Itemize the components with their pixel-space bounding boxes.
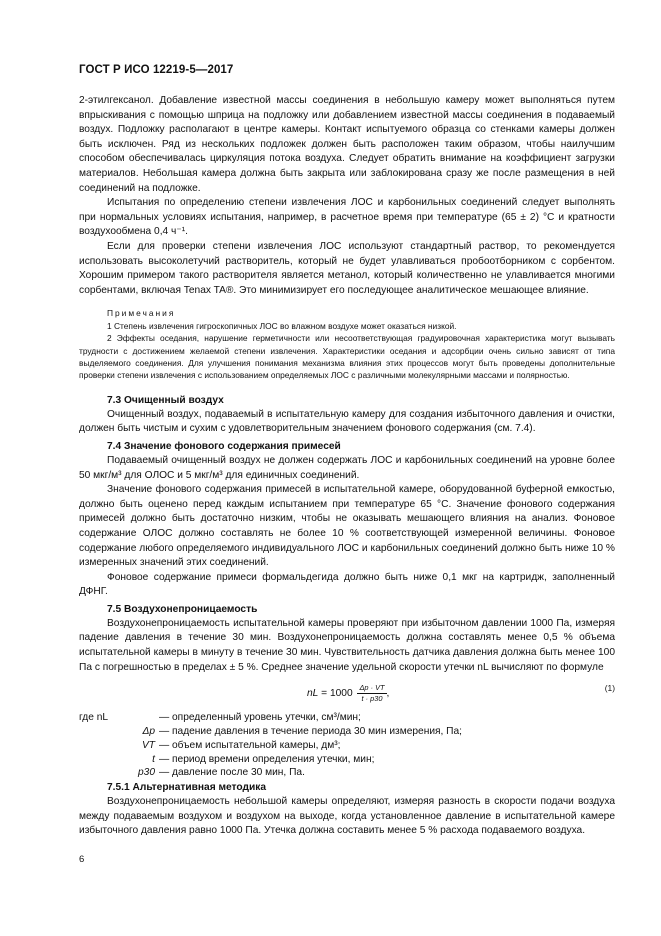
note-item: 2 Эффекты оседания, нарушение герметичности или несоответствующая градуировочная характеристика могут вызывать трудности с достижением желаемой степени извлечения. Характеристики оседания и адсорбции очень сильно зависят от типа выделяемого соединения. Для улучшения понимания механизма влияния этих процессов могут быть проведены дополнительные проверки степени извлечения с использованием определяемых ЛОС с различными молекулярными массами и полярностью.	[79, 333, 615, 381]
definition-text: — объем испытательной камеры, дм³;	[159, 739, 341, 751]
definition-symbol: VT	[141, 739, 155, 751]
notes-title: Примечания	[107, 308, 176, 319]
definition-text: — период времени определения утечки, мин;	[159, 753, 375, 765]
formula-fraction	[357, 683, 386, 704]
formula-block	[79, 679, 615, 711]
formula-tail: ,	[386, 688, 390, 700]
section-heading-7-5: 7.5 Воздухонепроницаемость	[107, 603, 258, 615]
paragraph: Испытания по определению степени извлечения ЛОС и карбонильных соединений следует выполнять при нормальных условиях испытания, например, в расчетное время при температуре (65 ± 2) °С и кратности воздухообмена 0,4 ч⁻¹.	[79, 197, 615, 238]
definition-row	[79, 739, 615, 753]
paragraph: Фоновое содержание примеси формальдегида должно быть ниже 0,1 мкг на картридж, заполненный ДФНГ.	[79, 571, 615, 598]
definition-row	[79, 725, 615, 739]
document-body	[79, 94, 615, 839]
definition-row	[79, 711, 615, 725]
formula-eq: = 1000	[318, 688, 356, 700]
document-header: ГОСТ Р ИСО 12219-5—2017	[79, 64, 234, 76]
paragraph: Если для проверки степени извлечения ЛОС используют стандартный раствор, то рекомендуется использовать высоколетучий растворитель, который не будет улавливаться пробоотборником с сорбентом. Хорошим примером такого растворителя является метанол, который количественно не улавливается многими сорбентами, включая Tenax TA®. Это минимизирует его последующее аналитическое мешающее влияние.	[79, 240, 615, 296]
symbol-definitions	[79, 711, 615, 780]
page-number: 6	[79, 854, 85, 865]
definition-symbol: Δp	[142, 726, 155, 738]
definition-text: — определенный уровень утечки, см³/мин;	[159, 712, 361, 724]
section-heading-7-5-1: 7.5.1 Альтернативная методика	[107, 782, 266, 794]
formula-denominator: t · p30	[361, 694, 383, 704]
definition-row	[79, 753, 615, 767]
notes-block	[79, 307, 615, 381]
definition-text: — давление после 30 мин, Па.	[159, 767, 305, 779]
paragraph: Подаваемый очищенный воздух не должен содержать ЛОС и карбонильных соединений на уровне более 50 мкг/м³ для ОЛОС и 5 мкг/м³ для единичных соединений.	[79, 454, 615, 481]
section-heading-7-4: 7.4 Значение фонового содержания примесей	[107, 440, 341, 452]
paragraph: Воздухонепроницаемость испытательной камеры проверяют при избыточном давлении 1000 Па, измеряя падение давления в течение 30 мин. Воздухонепроницаемость должна составлять менее 0,5 % объема испытательной камеры в минуту в течение 30 мин. Чувствительность датчика давления должна быть менее 100 Па с погрешностью в пределах ± 5 %. Среднее значение удельной скорости утечки nL вычисляют по формуле	[79, 617, 615, 673]
paragraph: 2-этилгексанол. Добавление известной массы соединения в небольшую камеру может выполняться путем впрыскивания с помощью шприца на подложку или добавлением известной массы соединения в подаваемый воздух. Подложку располагают в центре камеры. Контакт испытуемого образца со стенками камеры должен быть исключен. Ряд из нескольких подложек должен быть расположен таким образом, чтобы наилучшим способом обеспечивалась циркуляция потока воздуха. Следует обратить внимание на коэффициент загрузки материалов. Небольшая камера должна быть закрыта или заблокирована сразу же после размещения в ней соединений на подложке.	[79, 95, 615, 194]
definition-text: — падение давления в течение периода 30 мин измерения, Па;	[159, 726, 463, 738]
paragraph: Воздухонепроницаемость небольшой камеры определяют, измеряя разность в скорости подачи воздуха между подаваемым воздухом и воздухом на выходе, когда установленное давление в испытательной камере избыточного давления равно 1000 Па. Утечка должна составить менее 5 % расхода подаваемого воздуха.	[79, 796, 615, 837]
definition-symbol: t	[152, 753, 155, 765]
section-heading-7-3: 7.3 Очищенный воздух	[107, 394, 224, 406]
formula	[307, 683, 389, 704]
formula-lhs: nL	[307, 688, 319, 700]
paragraph: Очищенный воздух, подаваемый в испытательную камеру для создания избыточного давления и очистки, должен быть чистым и сухим с удовлетворительным значением фонового содержания (см. 7.4).	[79, 408, 615, 435]
definition-symbol: p30	[138, 767, 155, 779]
formula-number: (1)	[604, 683, 615, 694]
definition-symbol: где nL	[79, 712, 109, 724]
definition-row	[79, 766, 615, 780]
paragraph: Значение фонового содержания примесей в испытательной камере, оборудованной буферной емкостью, должно быть оценено перед каждым испытанием при температуре 65 °С. Значение фонового содержания примесей должно быть достаточно низким, чтобы не оказывать мешающего влияния на анализ. Фоновое содержание ОЛОС должно составлять не более 10 % соответствующей измеренной величины. Фоновое содержание любого определяемого индивидуального ЛОС и карбонильных соединений должно быть ниже 10 % измеренных значений этих соединений.	[79, 484, 615, 569]
formula-numerator: Δp · VT	[359, 683, 385, 693]
note-item: 1 Степень извлечения гигроскопичных ЛОС во влажном воздухе может оказаться низкой.	[107, 320, 457, 331]
